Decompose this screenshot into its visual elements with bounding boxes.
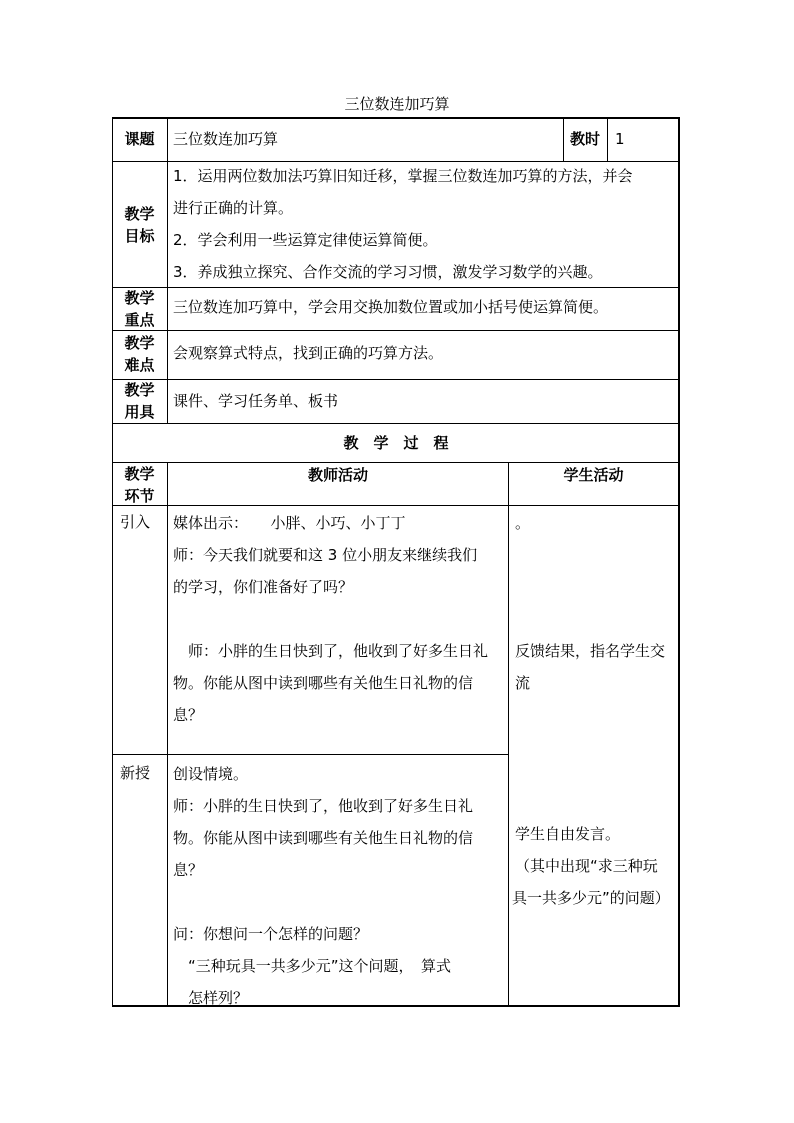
goals-label-line2: 目标 xyxy=(124,227,155,245)
goals-text xyxy=(173,160,678,288)
topic-label: 课题 xyxy=(124,130,155,148)
difficulties-text: 会观察算式特点，找到正确的巧算方法。 xyxy=(173,344,444,362)
teacher-student-divider xyxy=(508,462,509,1007)
rule-after-intro xyxy=(112,754,508,755)
stage-header-line2: 环节 xyxy=(124,487,155,505)
student-line: 反馈结果，指名学生交 xyxy=(515,642,666,660)
goals-label-line1: 教学 xyxy=(124,205,155,223)
goal-item: 2．学会利用一些运算定律使运算简便。 xyxy=(173,231,438,249)
hours-value: 1 xyxy=(615,130,625,148)
teacher-line: 息？ xyxy=(173,706,204,724)
teacher-line: “三种玩具一共多少元”这个问题， 算式 xyxy=(173,957,452,975)
teacher-column-header: 教师活动 xyxy=(307,466,368,484)
difficulties-label-line2: 难点 xyxy=(124,356,155,374)
tools-text: 课件、学习任务单、板书 xyxy=(173,392,339,410)
student-line xyxy=(515,539,678,571)
label-column-divider-upper xyxy=(167,117,168,423)
border-right xyxy=(678,117,680,1007)
teacher-line: 师：小胖的生日快到了，他收到了好多生日礼 xyxy=(173,642,489,660)
teacher-line xyxy=(173,886,508,918)
rule-after-tools xyxy=(112,423,680,424)
goal-item: 3．养成独立探究、合作交流的学习习惯，激发学习数学的兴趣。 xyxy=(173,263,603,281)
student-column-header: 学生活动 xyxy=(563,466,624,484)
keypoints-text: 三位数连加巧算中，学会用交换加数位置或加小括号使运算简便。 xyxy=(173,298,609,316)
difficulties-label-line1: 教学 xyxy=(124,334,155,352)
stage-intro: 引入 xyxy=(120,513,151,531)
topic-value: 三位数连加巧算 xyxy=(173,130,279,148)
rule-after-difficulties xyxy=(112,379,680,380)
label-column-divider-lower xyxy=(167,462,168,1007)
teacher-line: 息？ xyxy=(173,861,204,879)
hours-divider-b xyxy=(607,117,608,161)
student-line: 。 xyxy=(515,514,531,532)
tools-label xyxy=(112,379,167,423)
keypoints-label-line1: 教学 xyxy=(124,289,155,307)
rule-after-columns xyxy=(112,505,680,506)
tools-label-line2: 用具 xyxy=(124,403,155,421)
tools-label-line1: 教学 xyxy=(124,381,155,399)
teacher-line: 物。你能从图中读到哪些有关他生日礼物的信 xyxy=(173,674,474,692)
document-title: 三位数连加巧算 xyxy=(344,95,450,113)
process-title: 教 学 过 程 xyxy=(343,434,449,452)
lesson-plan-table xyxy=(112,117,680,1007)
stage-header-line1: 教学 xyxy=(124,465,155,483)
hours-label: 教时 xyxy=(569,130,600,148)
student-line: （其中出现“求三种玩 xyxy=(515,857,658,875)
border-left xyxy=(112,117,113,1007)
new-lesson-teacher-activity xyxy=(173,758,508,1014)
keypoints-label-line2: 重点 xyxy=(124,311,155,329)
intro-student-activity xyxy=(515,507,678,699)
student-line: 流 xyxy=(515,674,531,692)
student-line: 具一共多少元”的问题） xyxy=(512,889,670,907)
intro-teacher-activity xyxy=(173,507,508,731)
stage-column-header xyxy=(112,463,167,507)
teacher-line: 问：你想问一个怎样的问题？ xyxy=(173,925,369,943)
teacher-line xyxy=(173,603,508,635)
student-line: 学生自由发言。 xyxy=(515,825,621,843)
teacher-line: 的学习，你们准备好了吗？ xyxy=(173,578,354,596)
goal-item: 进行正确的计算。 xyxy=(173,199,294,217)
student-line xyxy=(515,571,678,603)
student-line xyxy=(515,603,678,635)
teacher-line: 创设情境。 xyxy=(173,765,249,783)
new-lesson-student-activity xyxy=(512,818,678,914)
teacher-line: 物。你能从图中读到哪些有关他生日礼物的信 xyxy=(173,829,474,847)
goals-label xyxy=(112,203,167,247)
keypoints-label xyxy=(112,287,167,331)
goal-item: 1．运用两位数加法巧算旧知迁移，掌握三位数连加巧算的方法，并会 xyxy=(173,167,633,185)
teacher-line: 师：小胖的生日快到了，他收到了好多生日礼 xyxy=(173,797,474,815)
rule-after-keypoints xyxy=(112,330,680,331)
difficulties-label xyxy=(112,332,167,376)
rule-top xyxy=(112,117,680,119)
teacher-line: 怎样列？ xyxy=(173,989,249,1007)
stage-new-lesson: 新授 xyxy=(120,764,151,782)
teacher-line: 师：今天我们就要和这 3 位小朋友来继续我们 xyxy=(173,546,478,564)
teacher-line: 媒体出示： 小胖、小巧、小丁丁 xyxy=(173,514,406,532)
